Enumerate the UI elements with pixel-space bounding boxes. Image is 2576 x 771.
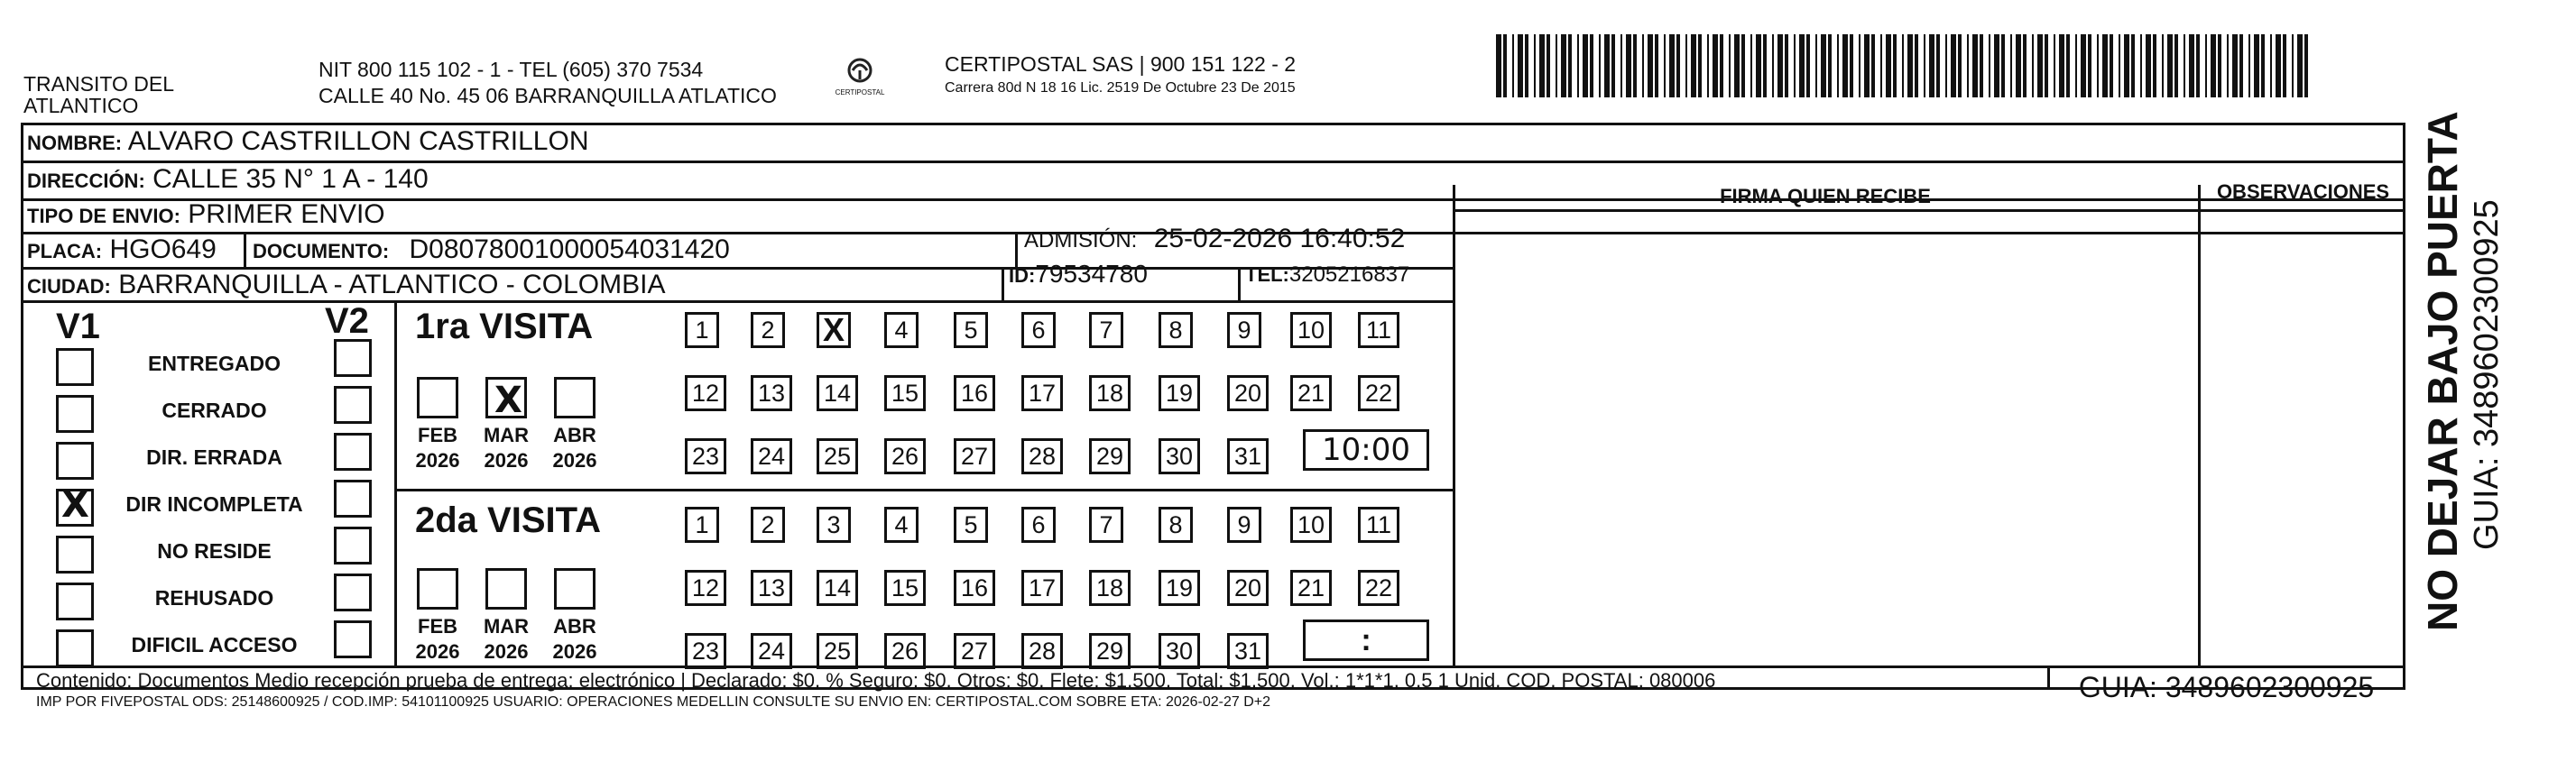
barcode-bar (1750, 34, 1752, 97)
second-month-label: ABR (553, 615, 596, 638)
direccion-label: DIRECCIÓN: (27, 170, 145, 192)
barcode-bar (2292, 34, 2294, 97)
barcode-bar (2075, 34, 2077, 97)
barcode-bar (1518, 34, 1523, 97)
second-day-box[interactable]: 11 (1358, 507, 1399, 543)
second-day-box[interactable]: 14 (817, 570, 858, 606)
v1-check-mark: X (61, 484, 89, 526)
row-divider (2047, 665, 2405, 668)
barcode-bar (1561, 34, 1566, 97)
barcode-bar (1599, 34, 1601, 97)
guia-footer: GUIA: 3489602300925 (2078, 671, 2375, 703)
tel-value: 3205216837 (1288, 262, 1410, 287)
barcode-bar (1503, 34, 1507, 97)
barcode-bar (1512, 34, 1514, 97)
first-day-box[interactable]: 11 (1358, 312, 1399, 348)
barcode-bar (1772, 34, 1774, 97)
barcode-bar (1568, 34, 1572, 97)
barcode-bar (2239, 34, 2243, 97)
first-month-checkbox[interactable] (417, 377, 458, 418)
barcode-bar (1951, 34, 1956, 97)
second-day-box[interactable]: 16 (954, 570, 995, 606)
second-month-checkbox[interactable] (554, 568, 596, 610)
admision-row (1024, 224, 1405, 254)
barcode-bar (1556, 34, 1557, 97)
barcode-bar (1945, 34, 1947, 97)
reason-label: DIFICIL ACCESO (131, 633, 298, 656)
first-day-box[interactable]: 17 (1021, 375, 1063, 411)
barcode-bar (2023, 34, 2027, 97)
admision-value: 25-02-2026 16:40:52 (1153, 224, 1406, 253)
barcode-bar (2227, 34, 2229, 97)
logo-icon (828, 52, 891, 106)
barcode-bar (1763, 34, 1767, 97)
second-day-box[interactable]: 29 (1089, 633, 1131, 669)
second-day-box[interactable]: 21 (1290, 570, 1332, 606)
sender-name-line1: TRANSITO DEL (23, 72, 174, 96)
first-day-box[interactable]: 16 (954, 375, 995, 411)
first-visit-title: 1ra VISITA (415, 307, 594, 346)
second-day-box[interactable]: 6 (1021, 507, 1056, 543)
barcode-bar (2124, 34, 2129, 97)
second-day-box[interactable]: 24 (751, 633, 792, 669)
nombre-row (27, 126, 589, 157)
v1-checkbox[interactable] (56, 536, 94, 574)
v2-checkbox[interactable] (334, 480, 372, 518)
reason-label: DIR INCOMPLETA (125, 492, 303, 516)
first-day-box[interactable]: 25 (817, 438, 858, 474)
second-day-box[interactable]: 18 (1089, 570, 1131, 606)
barcode-bar (1815, 34, 1817, 97)
row-divider (394, 489, 1455, 491)
barcode-bar (1669, 34, 1675, 97)
barcode-bar (2283, 34, 2286, 97)
barcode-bar (1525, 34, 1528, 97)
barcode-bar (2088, 34, 2091, 97)
row-divider (21, 161, 2405, 163)
company-name: CERTIPOSTAL SAS | 900 151 122 - 2 (945, 52, 1297, 76)
reason-label: ENTREGADO (148, 352, 281, 375)
barcode-bar (2218, 34, 2221, 97)
barcode-bar (1806, 34, 1810, 97)
barcode-bar (1685, 34, 1687, 97)
admision-label: ADMISIÓN: (1024, 228, 1138, 252)
second-month-year: 2026 (552, 640, 597, 663)
second-day-box[interactable]: 25 (817, 633, 858, 669)
second-day-box[interactable]: 26 (884, 633, 926, 669)
first-day-box[interactable]: X (817, 312, 851, 348)
second-day-box[interactable]: 20 (1227, 570, 1269, 606)
sender-nit: NIT 800 115 102 - 1 - TEL (605) 370 7534 (319, 58, 704, 81)
col-divider (1453, 185, 1455, 665)
first-day-box[interactable]: 27 (954, 438, 995, 474)
barcode-bar (1794, 34, 1796, 97)
barcode-bar (1664, 34, 1666, 97)
col-divider (1002, 267, 1004, 300)
first-day-box[interactable]: 29 (1089, 438, 1131, 474)
second-day-box[interactable]: 28 (1021, 633, 1063, 669)
barcode-bar (1741, 34, 1745, 97)
second-day-box[interactable]: 27 (954, 633, 995, 669)
documento-label: DOCUMENTO: (253, 240, 390, 262)
barcode-bar (2010, 34, 2012, 97)
first-day-box[interactable]: 15 (884, 375, 926, 411)
barcode-bar (1837, 34, 1839, 97)
first-day-box[interactable]: 22 (1358, 375, 1399, 411)
barcode-bar (2066, 34, 2070, 97)
certipostal-logo (828, 52, 891, 106)
barcode-bar (2140, 34, 2142, 97)
tipo-row (27, 199, 385, 230)
first-month-label: ABR (553, 424, 596, 446)
barcode-bar (2232, 34, 2238, 97)
barcode-bar (2110, 34, 2113, 97)
observaciones-header: OBSERVACIONES (2216, 180, 2390, 203)
barcode-bar (2174, 34, 2178, 97)
barcode-bar (1907, 34, 1913, 97)
v1-checkbox[interactable] (56, 348, 94, 386)
second-day-box[interactable]: 22 (1358, 570, 1399, 606)
barcode-bar (1626, 34, 1631, 97)
ciudad-label: CIUDAD: (27, 275, 111, 298)
first-day-box[interactable]: 19 (1159, 375, 1200, 411)
id-row (1009, 260, 1148, 289)
v1-checkbox[interactable] (56, 442, 94, 480)
barcode-bar (1642, 34, 1644, 97)
nombre-value: ALVARO CASTRILLON CASTRILLON (127, 126, 589, 156)
barcode-bar (2146, 34, 2151, 97)
tipo-label: TIPO DE ENVIO: (27, 205, 180, 227)
barcode-bar (2045, 34, 2048, 97)
guia-side-label: GUIA: 3489602300925 (2468, 199, 2506, 550)
first-day-box[interactable]: 23 (685, 438, 726, 474)
barcode-bar (2162, 34, 2164, 97)
first-day-box[interactable]: 26 (884, 438, 926, 474)
barcode-bar (2102, 34, 2108, 97)
barcode-bar (1821, 34, 1826, 97)
barcode-bar (2184, 34, 2185, 97)
barcode-bar (1691, 34, 1696, 97)
tipo-value: PRIMER ENVIO (188, 199, 385, 229)
barcode-bar (1902, 34, 1904, 97)
barcode-bar (1859, 34, 1860, 97)
second-visit-title: 2da VISITA (415, 500, 601, 540)
no-dejar-label: NO DEJAR BAJO PUERTA (2419, 111, 2466, 631)
barcode-bar (1777, 34, 1783, 97)
second-day-box[interactable]: 4 (884, 507, 919, 543)
barcode-bar (1915, 34, 1918, 97)
barcode-bar (2254, 34, 2259, 97)
barcode-bar (2059, 34, 2064, 97)
barcode-bar (2248, 34, 2250, 97)
first-day-box[interactable]: 14 (817, 375, 858, 411)
ciudad-row (27, 270, 665, 300)
second-day-box[interactable]: 1 (685, 507, 719, 543)
col-divider (1238, 267, 1241, 300)
barcode-bar (1539, 34, 1545, 97)
first-day-box[interactable]: 5 (954, 312, 988, 348)
barcode-bar (1785, 34, 1788, 97)
v1-checkbox[interactable] (56, 395, 94, 433)
second-month-label: FEB (418, 615, 457, 638)
barcode-bar (1936, 34, 1940, 97)
first-month-year: 2026 (552, 449, 597, 472)
first-day-box[interactable]: 6 (1021, 312, 1056, 348)
barcode-bar (2270, 34, 2272, 97)
reason-label: REHUSADO (154, 586, 274, 610)
first-day-box[interactable]: 4 (884, 312, 919, 348)
barcode-bar (1729, 34, 1731, 97)
first-day-box[interactable]: 24 (751, 438, 792, 474)
barcode-bar (2119, 34, 2120, 97)
barcode-bar (1864, 34, 1870, 97)
barcode-bar (1756, 34, 1761, 97)
first-day-box[interactable]: 20 (1227, 375, 1269, 411)
barcode-bar (1620, 34, 1622, 97)
observations-area[interactable] (2202, 214, 2403, 663)
second-day-box[interactable]: 10 (1290, 507, 1332, 543)
direccion-value: CALLE 35 N° 1 A - 140 (152, 164, 429, 194)
signature-area[interactable] (1457, 214, 2195, 663)
barcode-bar (1880, 34, 1882, 97)
v1-checkbox[interactable] (56, 583, 94, 620)
barcode-bar (1604, 34, 1610, 97)
nombre-label: NOMBRE: (27, 132, 123, 154)
barcode-bar (1972, 34, 1978, 97)
barcode-bar (1893, 34, 1897, 97)
v2-checkbox[interactable] (334, 620, 372, 658)
documento-value: D08078001000054031420 (409, 234, 730, 264)
barcode-bar (1989, 34, 1990, 97)
col-divider (2198, 185, 2201, 665)
first-day-box[interactable]: 2 (751, 312, 785, 348)
documento-row (253, 234, 730, 265)
barcode-bar (2304, 34, 2308, 97)
second-day-box[interactable]: 2 (751, 507, 785, 543)
barcode-bar (2196, 34, 2200, 97)
second-day-box[interactable]: 8 (1159, 507, 1193, 543)
barcode-bar (1720, 34, 1723, 97)
barcode-bar (1590, 34, 1593, 97)
row-divider (21, 300, 1455, 303)
barcode-bar (1842, 34, 1848, 97)
second-day-box[interactable]: 30 (1159, 633, 1200, 669)
barcode-bar (2189, 34, 2194, 97)
first-day-box[interactable]: 28 (1021, 438, 1063, 474)
barcode-bar (1799, 34, 1805, 97)
first-day-box[interactable]: 8 (1159, 312, 1193, 348)
second-day-box[interactable]: 12 (685, 570, 726, 606)
barcode-bar (1655, 34, 1658, 97)
first-month-check-mark: X (494, 380, 522, 421)
imp-text: IMP POR FIVEPOSTAL ODS: 25148600925 / COD.IMP: 54101100925 USUARIO: OPERACIONES MEDELLIN CONSULTE SU ENVIO EN: CERTIPOSTAL.COM SOBRE ETA: 2026-02-27 D+2 (36, 694, 1271, 710)
first-visit-time[interactable]: 10:00 (1303, 429, 1429, 471)
v1-header: V1 (56, 307, 100, 346)
first-day-box[interactable]: 21 (1290, 375, 1332, 411)
firma-header: FIRMA QUIEN RECIBE (1720, 185, 1931, 207)
reason-label: CERRADO (162, 399, 267, 422)
barcode-bar (2016, 34, 2021, 97)
second-day-box[interactable]: 23 (685, 633, 726, 669)
barcode-bar (1577, 34, 1579, 97)
barcode-bar (1980, 34, 1983, 97)
barcode-bar (2131, 34, 2135, 97)
first-day-box[interactable]: 12 (685, 375, 726, 411)
barcode-bar (2054, 34, 2055, 97)
second-month-year: 2026 (484, 640, 529, 663)
company-address: Carrera 80d N 18 16 Lic. 2519 De Octubre 23 De 2015 (945, 80, 1296, 96)
tel-label: TEL: (1245, 263, 1289, 286)
second-month-checkbox[interactable] (485, 568, 527, 610)
v2-checkbox[interactable] (334, 339, 372, 377)
second-day-box[interactable]: 15 (884, 570, 926, 606)
barcode-bar (1611, 34, 1615, 97)
tel-row (1245, 262, 1409, 288)
first-day-box[interactable]: 13 (751, 375, 792, 411)
contenido-text: Contenido: Documentos Medio recepción prueba de entrega: electrónico | Declarado: $0, % Seguro: $0, Otros: $0, Flete: $1,500, Total: $1,500. Vol.: 1*1*1. 0.5 1 Unid. COD. POSTAL: 080006 (36, 669, 1716, 692)
second-day-box[interactable]: 9 (1227, 507, 1261, 543)
barcode-bar (1886, 34, 1891, 97)
v1-checkbox[interactable] (56, 629, 94, 667)
barcode-bar (1534, 34, 1536, 97)
barcode-bar (2037, 34, 2043, 97)
barcode-bar (2297, 34, 2303, 97)
first-day-box[interactable]: 31 (1227, 438, 1269, 474)
barcode-bar (1707, 34, 1709, 97)
reason-label: DIR. ERRADA (146, 445, 282, 469)
first-day-box[interactable]: 10 (1290, 312, 1332, 348)
barcode-bar (2081, 34, 2086, 97)
sender-name-line2: ATLANTICO (23, 94, 139, 117)
first-month-label: MAR (483, 424, 530, 446)
first-day-box[interactable]: 7 (1089, 312, 1123, 348)
barcode-bar (1583, 34, 1588, 97)
barcode-bar (2261, 34, 2265, 97)
barcode-bar (2001, 34, 2005, 97)
direccion-row (27, 164, 429, 195)
first-month-label: FEB (418, 424, 457, 446)
barcode (1496, 34, 2310, 97)
col-divider (244, 232, 246, 267)
first-month-year: 2026 (415, 449, 460, 472)
placa-label: PLACA: (27, 240, 103, 262)
first-day-box[interactable]: 9 (1227, 312, 1261, 348)
first-day-box[interactable]: 1 (685, 312, 719, 348)
barcode-bar (1994, 34, 1999, 97)
col-divider (394, 300, 397, 665)
first-day-box[interactable]: 30 (1159, 438, 1200, 474)
id-label: ID: (1009, 264, 1036, 287)
first-month-year: 2026 (484, 449, 529, 472)
v2-checkbox[interactable] (334, 574, 372, 611)
v2-checkbox[interactable] (334, 386, 372, 424)
barcode-bar (1929, 34, 1934, 97)
second-day-box[interactable]: 7 (1089, 507, 1123, 543)
barcode-bar (1958, 34, 1962, 97)
barcode-bar (2205, 34, 2207, 97)
barcode-bar (1547, 34, 1550, 97)
second-month-checkbox[interactable] (417, 568, 458, 610)
reason-label: NO RESIDE (157, 539, 272, 563)
first-day-box[interactable]: 18 (1089, 375, 1131, 411)
v2-checkbox[interactable] (334, 527, 372, 564)
row-divider (1453, 209, 2405, 212)
barcode-bar (2276, 34, 2281, 97)
second-day-box[interactable]: 31 (1227, 633, 1269, 669)
first-month-checkbox[interactable] (554, 377, 596, 418)
barcode-bar (1967, 34, 1969, 97)
second-month-year: 2026 (415, 640, 460, 663)
barcode-bar (1698, 34, 1702, 97)
barcode-bar (1871, 34, 1875, 97)
ciudad-value: BARRANQUILLA - ATLANTICO - COLOMBIA (118, 270, 666, 299)
barcode-bar (1676, 34, 1680, 97)
barcode-bar (2097, 34, 2099, 97)
barcode-bar (1924, 34, 1925, 97)
second-month-label: MAR (483, 615, 530, 638)
barcode-bar (1713, 34, 1718, 97)
second-day-box[interactable]: 5 (954, 507, 988, 543)
id-value: 79534780 (1035, 260, 1148, 288)
barcode-bar (2032, 34, 2034, 97)
placa-row (27, 234, 217, 265)
barcode-bar (1734, 34, 1740, 97)
sender-address: CALLE 40 No. 45 06 BARRANQUILLA ATLATICO (319, 84, 777, 107)
logo-text: CERTIPOSTAL (835, 88, 885, 96)
v2-header: V2 (325, 301, 369, 341)
barcode-bar (1648, 34, 1653, 97)
barcode-bar (2211, 34, 2216, 97)
barcode-bar (1496, 34, 1501, 97)
second-visit-time[interactable]: : (1303, 620, 1429, 661)
second-day-box[interactable]: 17 (1021, 570, 1063, 606)
placa-value: HGO649 (109, 234, 217, 264)
barcode-bar (2153, 34, 2156, 97)
barcode-bar (1850, 34, 1853, 97)
v2-checkbox[interactable] (334, 433, 372, 471)
second-day-box[interactable]: 3 (817, 507, 851, 543)
barcode-bar (2167, 34, 2173, 97)
barcode-bar (1633, 34, 1637, 97)
barcode-bar (1828, 34, 1832, 97)
second-day-box[interactable]: 19 (1159, 570, 1200, 606)
second-day-box[interactable]: 13 (751, 570, 792, 606)
